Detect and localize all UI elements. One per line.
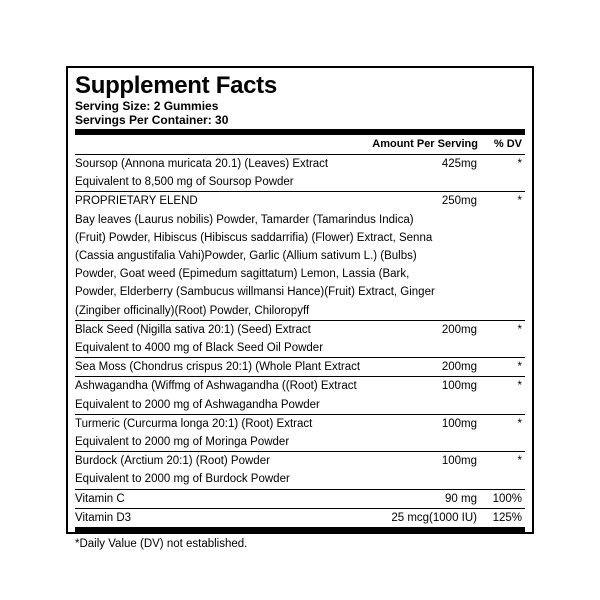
ingredient-daily-value: * — [517, 380, 522, 393]
ingredient-row — [75, 452, 525, 489]
ingredient-daily-value: 100% — [492, 492, 522, 505]
daily-value-header: % DV — [493, 138, 522, 150]
ingredient-name: Sea Moss (Chondrus crispus 20:1) (Whole Plant Extract — [75, 361, 361, 374]
ingredient-amount: 100mg — [441, 455, 477, 468]
ingredient-daily-value: * — [517, 323, 522, 336]
ingredient-amount: 250mg — [441, 195, 477, 208]
serving-size: Serving Size: 2 Gummies — [75, 99, 219, 113]
ingredient-detail: (Fruit) Powder, Hibiscus (Hibiscus saddarrifia) (Flower) Extract, Senna — [75, 231, 433, 244]
ingredient-name: Black Seed (Nigilla sativa 20:1) (Seed) Extract — [75, 323, 311, 336]
ingredient-detail: Equivalent to 2000 mg of Burdock Powder — [75, 473, 290, 486]
ingredient-detail: Powder, Elderberry (Sambucus willmansi Hance)(Fruit) Extract, Ginger — [75, 286, 435, 299]
ingredient-detail: (Zingiber officinally)(Root) Powder, Chiloropyff — [75, 304, 310, 317]
ingredient-row — [75, 321, 525, 358]
ingredient-detail: Equivalent to 8,500 mg of Soursop Powder — [75, 176, 294, 189]
ingredient-amount: 25 mcg(1000 IU) — [391, 511, 477, 524]
ingredient-daily-value: * — [517, 417, 522, 430]
ingredient-name: Turmeric (Curcurma longa 20:1) (Root) Extract — [75, 417, 313, 430]
ingredient-daily-value: * — [517, 195, 522, 208]
ingredient-amount: 100mg — [441, 417, 477, 430]
ingredient-row — [75, 509, 525, 527]
ingredient-name: Vitamin C — [75, 492, 125, 505]
amount-per-serving-header: Amount Per Serving — [372, 138, 478, 150]
ingredient-amount: 90 mg — [445, 492, 477, 505]
ingredient-name: Vitamin D3 — [75, 511, 132, 524]
ingredient-daily-value: * — [517, 158, 522, 170]
ingredient-row — [75, 155, 525, 192]
ingredient-row — [75, 192, 525, 320]
ingredient-name: Soursop (Annona muricata 20.1) (Leaves) Extract — [75, 158, 329, 170]
panel-title: Supplement Facts — [75, 72, 277, 99]
ingredient-amount: 425mg — [441, 158, 477, 170]
ingredient-daily-value: * — [517, 455, 522, 468]
ingredient-detail: Equivalent to 4000 mg of Black Seed Oil Powder — [75, 342, 324, 355]
ingredient-detail: (Cassia angustifalia Vahi)Powder, Garlic (Allium sativum L.) (Bulbs) — [75, 250, 417, 263]
supplement-facts-panel — [66, 66, 534, 551]
ingredient-name: PROPRIETARY ELEND — [75, 195, 198, 208]
ingredient-detail: Equivalent to 2000 mg of Ashwagandha Powder — [75, 398, 320, 411]
ingredient-detail: Powder, Goat weed (Epimedum sagittatum) Lemon, Lassia (Bark, — [75, 268, 410, 281]
ingredient-row — [75, 490, 525, 509]
ingredient-amount: 200mg — [441, 323, 477, 336]
ingredient-daily-value: * — [517, 361, 522, 374]
column-header-row — [75, 135, 525, 155]
ingredient-name: Burdock (Arctium 20:1) (Root) Powder — [75, 455, 270, 468]
ingredient-daily-value: 125% — [492, 511, 522, 524]
footnote: *Daily Value (DV) not established. — [75, 538, 248, 551]
ingredient-row — [75, 415, 525, 452]
ingredient-amount: 200mg — [441, 361, 477, 374]
ingredient-amount: 100mg — [441, 380, 477, 393]
ingredient-rows — [75, 155, 525, 527]
ingredient-detail: Bay leaves (Laurus nobilis) Powder, Tamarder (Tamarindus Indica) — [75, 213, 414, 226]
ingredient-row — [75, 358, 525, 377]
ingredient-detail: Equivalent to 2000 mg of Moringa Powder — [75, 436, 290, 449]
ingredient-row — [75, 377, 525, 414]
ingredient-name: Ashwagandha (Wiffmg of Ashwagandha ((Root) Extract — [75, 380, 357, 393]
servings-per-container: Servings Per Container: 30 — [75, 113, 229, 127]
